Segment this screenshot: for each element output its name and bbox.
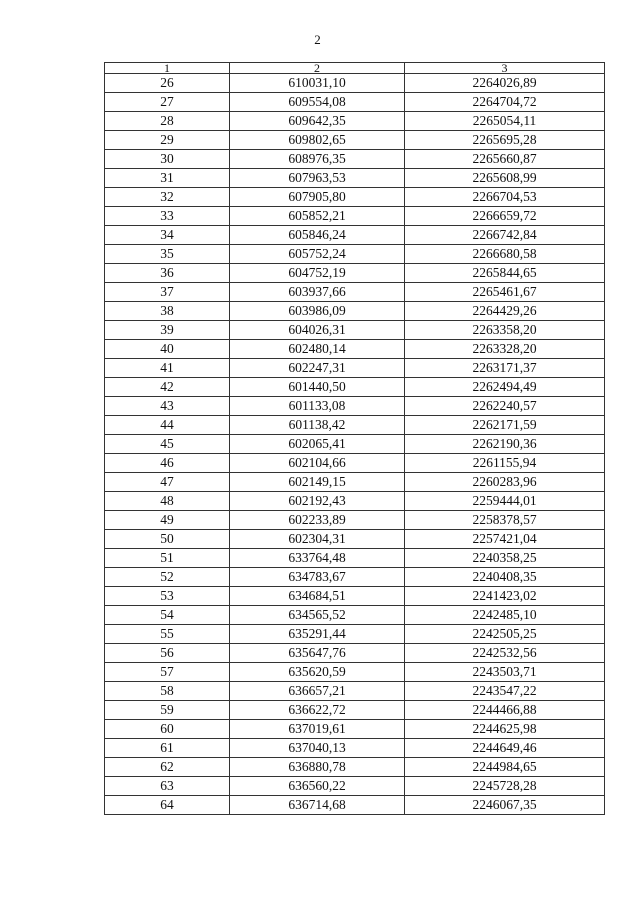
point-number-cell: 35 [105, 245, 230, 264]
y-coordinate-cell: 2242485,10 [405, 606, 605, 625]
y-coordinate-cell: 2243503,71 [405, 663, 605, 682]
y-coordinate-cell: 2245728,28 [405, 777, 605, 796]
y-coordinate-cell: 2263171,37 [405, 359, 605, 378]
point-number-cell: 40 [105, 340, 230, 359]
x-coordinate-cell: 636622,72 [230, 701, 405, 720]
table-row [105, 169, 605, 188]
table-row [105, 530, 605, 549]
table-row [105, 378, 605, 397]
x-coordinate-cell: 601440,50 [230, 378, 405, 397]
x-coordinate-cell: 604026,31 [230, 321, 405, 340]
table-row [105, 473, 605, 492]
x-coordinate-cell: 602149,15 [230, 473, 405, 492]
y-coordinate-cell: 2241423,02 [405, 587, 605, 606]
point-number-cell: 32 [105, 188, 230, 207]
point-number-cell: 64 [105, 796, 230, 815]
table-row [105, 701, 605, 720]
y-coordinate-cell: 2246067,35 [405, 796, 605, 815]
y-coordinate-cell: 2242532,56 [405, 644, 605, 663]
x-coordinate-cell: 604752,19 [230, 264, 405, 283]
table-row [105, 226, 605, 245]
table-row [105, 416, 605, 435]
table-row [105, 587, 605, 606]
y-coordinate-cell: 2262190,36 [405, 435, 605, 454]
y-coordinate-cell: 2258378,57 [405, 511, 605, 530]
x-coordinate-cell: 602104,66 [230, 454, 405, 473]
y-coordinate-cell: 2262171,59 [405, 416, 605, 435]
table-row [105, 150, 605, 169]
table-row [105, 188, 605, 207]
point-number-cell: 61 [105, 739, 230, 758]
point-number-cell: 26 [105, 74, 230, 93]
column-header-y: 3 [405, 63, 605, 74]
table-row [105, 283, 605, 302]
y-coordinate-cell: 2265844,65 [405, 264, 605, 283]
table-row [105, 758, 605, 777]
table-row [105, 511, 605, 530]
table-row [105, 492, 605, 511]
table-row [105, 606, 605, 625]
x-coordinate-cell: 605846,24 [230, 226, 405, 245]
point-number-cell: 46 [105, 454, 230, 473]
point-number-cell: 41 [105, 359, 230, 378]
table-header [105, 63, 605, 74]
y-coordinate-cell: 2243547,22 [405, 682, 605, 701]
table-row [105, 796, 605, 815]
x-coordinate-cell: 637019,61 [230, 720, 405, 739]
y-coordinate-cell: 2266742,84 [405, 226, 605, 245]
table-row [105, 682, 605, 701]
table-body [105, 74, 605, 815]
point-number-cell: 53 [105, 587, 230, 606]
table-row [105, 644, 605, 663]
point-number-cell: 37 [105, 283, 230, 302]
table-row [105, 207, 605, 226]
point-number-cell: 38 [105, 302, 230, 321]
x-coordinate-cell: 610031,10 [230, 74, 405, 93]
point-number-cell: 57 [105, 663, 230, 682]
x-coordinate-cell: 601133,08 [230, 397, 405, 416]
x-coordinate-cell: 608976,35 [230, 150, 405, 169]
x-coordinate-cell: 602065,41 [230, 435, 405, 454]
x-coordinate-cell: 634684,51 [230, 587, 405, 606]
point-number-cell: 62 [105, 758, 230, 777]
table-row [105, 245, 605, 264]
y-coordinate-cell: 2264026,89 [405, 74, 605, 93]
point-number-cell: 48 [105, 492, 230, 511]
point-number-cell: 30 [105, 150, 230, 169]
point-number-cell: 33 [105, 207, 230, 226]
y-coordinate-cell: 2265608,99 [405, 169, 605, 188]
x-coordinate-cell: 603937,66 [230, 283, 405, 302]
y-coordinate-cell: 2242505,25 [405, 625, 605, 644]
y-coordinate-cell: 2244625,98 [405, 720, 605, 739]
table-row [105, 549, 605, 568]
table-row [105, 777, 605, 796]
point-number-cell: 49 [105, 511, 230, 530]
y-coordinate-cell: 2261155,94 [405, 454, 605, 473]
y-coordinate-cell: 2265461,67 [405, 283, 605, 302]
x-coordinate-cell: 605852,21 [230, 207, 405, 226]
y-coordinate-cell: 2244984,65 [405, 758, 605, 777]
x-coordinate-cell: 605752,24 [230, 245, 405, 264]
table-row [105, 93, 605, 112]
y-coordinate-cell: 2259444,01 [405, 492, 605, 511]
table-row [105, 397, 605, 416]
y-coordinate-cell: 2265660,87 [405, 150, 605, 169]
point-number-cell: 55 [105, 625, 230, 644]
y-coordinate-cell: 2266704,53 [405, 188, 605, 207]
table-row [105, 264, 605, 283]
header-row [105, 63, 605, 74]
y-coordinate-cell: 2265054,11 [405, 112, 605, 131]
x-coordinate-cell: 609642,35 [230, 112, 405, 131]
x-coordinate-cell: 636880,78 [230, 758, 405, 777]
y-coordinate-cell: 2263328,20 [405, 340, 605, 359]
point-number-cell: 50 [105, 530, 230, 549]
y-coordinate-cell: 2262494,49 [405, 378, 605, 397]
table-row [105, 720, 605, 739]
x-coordinate-cell: 601138,42 [230, 416, 405, 435]
x-coordinate-cell: 602233,89 [230, 511, 405, 530]
y-coordinate-cell: 2257421,04 [405, 530, 605, 549]
point-number-cell: 52 [105, 568, 230, 587]
x-coordinate-cell: 609802,65 [230, 131, 405, 150]
table-row [105, 340, 605, 359]
coordinates-table [104, 62, 605, 815]
x-coordinate-cell: 607963,53 [230, 169, 405, 188]
point-number-cell: 42 [105, 378, 230, 397]
point-number-cell: 31 [105, 169, 230, 188]
point-number-cell: 28 [105, 112, 230, 131]
point-number-cell: 47 [105, 473, 230, 492]
y-coordinate-cell: 2264429,26 [405, 302, 605, 321]
point-number-cell: 54 [105, 606, 230, 625]
point-number-cell: 51 [105, 549, 230, 568]
table-row [105, 131, 605, 150]
table-row [105, 302, 605, 321]
y-coordinate-cell: 2260283,96 [405, 473, 605, 492]
y-coordinate-cell: 2240358,25 [405, 549, 605, 568]
point-number-cell: 60 [105, 720, 230, 739]
x-coordinate-cell: 602247,31 [230, 359, 405, 378]
x-coordinate-cell: 609554,08 [230, 93, 405, 112]
point-number-cell: 36 [105, 264, 230, 283]
point-number-cell: 34 [105, 226, 230, 245]
point-number-cell: 58 [105, 682, 230, 701]
x-coordinate-cell: 603986,09 [230, 302, 405, 321]
y-coordinate-cell: 2244466,88 [405, 701, 605, 720]
x-coordinate-cell: 635291,44 [230, 625, 405, 644]
x-coordinate-cell: 602304,31 [230, 530, 405, 549]
y-coordinate-cell: 2266680,58 [405, 245, 605, 264]
table-row [105, 74, 605, 93]
point-number-cell: 56 [105, 644, 230, 663]
x-coordinate-cell: 634783,67 [230, 568, 405, 587]
table-row [105, 321, 605, 340]
y-coordinate-cell: 2266659,72 [405, 207, 605, 226]
table-row [105, 435, 605, 454]
point-number-cell: 59 [105, 701, 230, 720]
x-coordinate-cell: 636714,68 [230, 796, 405, 815]
page-number: 2 [314, 32, 321, 47]
column-header-x: 2 [230, 63, 405, 74]
y-coordinate-cell: 2263358,20 [405, 321, 605, 340]
point-number-cell: 29 [105, 131, 230, 150]
x-coordinate-cell: 637040,13 [230, 739, 405, 758]
x-coordinate-cell: 602480,14 [230, 340, 405, 359]
table-row [105, 663, 605, 682]
point-number-cell: 27 [105, 93, 230, 112]
point-number-cell: 63 [105, 777, 230, 796]
y-coordinate-cell: 2240408,35 [405, 568, 605, 587]
y-coordinate-cell: 2264704,72 [405, 93, 605, 112]
table-row [105, 568, 605, 587]
point-number-cell: 39 [105, 321, 230, 340]
x-coordinate-cell: 633764,48 [230, 549, 405, 568]
x-coordinate-cell: 636560,22 [230, 777, 405, 796]
x-coordinate-cell: 635647,76 [230, 644, 405, 663]
point-number-cell: 43 [105, 397, 230, 416]
table-row [105, 739, 605, 758]
x-coordinate-cell: 636657,21 [230, 682, 405, 701]
table-row [105, 112, 605, 131]
y-coordinate-cell: 2265695,28 [405, 131, 605, 150]
x-coordinate-cell: 635620,59 [230, 663, 405, 682]
x-coordinate-cell: 602192,43 [230, 492, 405, 511]
table-row [105, 625, 605, 644]
table-row [105, 359, 605, 378]
x-coordinate-cell: 607905,80 [230, 188, 405, 207]
point-number-cell: 44 [105, 416, 230, 435]
table-row [105, 454, 605, 473]
point-number-cell: 45 [105, 435, 230, 454]
column-header-point: 1 [105, 63, 230, 74]
y-coordinate-cell: 2262240,57 [405, 397, 605, 416]
y-coordinate-cell: 2244649,46 [405, 739, 605, 758]
x-coordinate-cell: 634565,52 [230, 606, 405, 625]
